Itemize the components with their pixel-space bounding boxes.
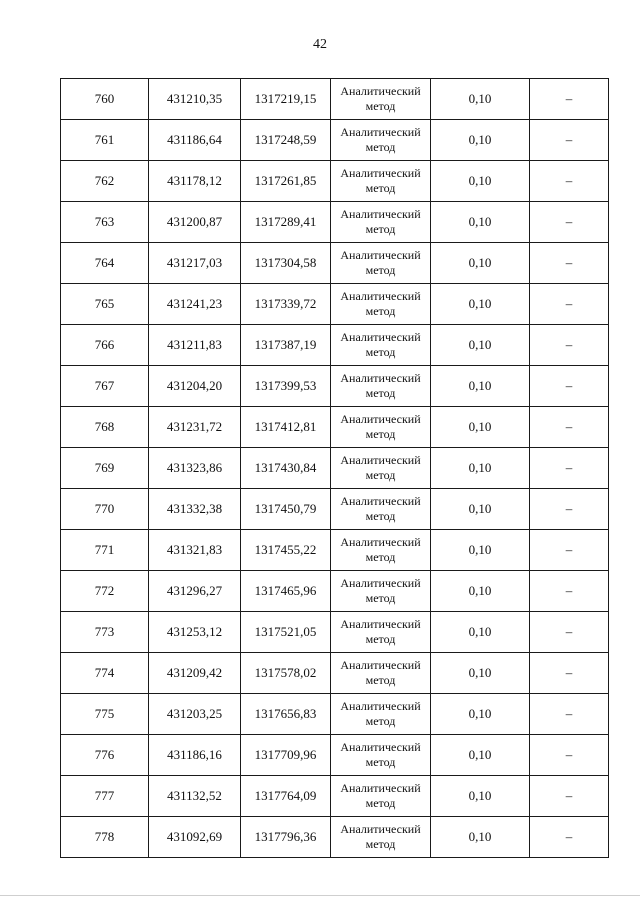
point-number-cell: 777 <box>61 776 149 817</box>
y-coordinate-cell: 1317339,72 <box>241 284 331 325</box>
table-row <box>61 407 609 448</box>
point-number-cell: 772 <box>61 571 149 612</box>
note-cell: – <box>530 489 609 530</box>
x-coordinate-cell: 431209,42 <box>149 653 241 694</box>
scan-edge-line <box>0 895 640 896</box>
method-cell: Аналитический метод <box>331 612 431 653</box>
accuracy-cell: 0,10 <box>431 735 530 776</box>
accuracy-cell: 0,10 <box>431 366 530 407</box>
x-coordinate-cell: 431296,27 <box>149 571 241 612</box>
note-cell: – <box>530 325 609 366</box>
x-coordinate-cell: 431132,52 <box>149 776 241 817</box>
table-row <box>61 202 609 243</box>
table-row <box>61 366 609 407</box>
table-row <box>61 284 609 325</box>
note-cell: – <box>530 612 609 653</box>
accuracy-cell: 0,10 <box>431 817 530 858</box>
point-number-cell: 762 <box>61 161 149 202</box>
accuracy-cell: 0,10 <box>431 489 530 530</box>
point-number-cell: 771 <box>61 530 149 571</box>
y-coordinate-cell: 1317465,96 <box>241 571 331 612</box>
point-number-cell: 766 <box>61 325 149 366</box>
method-cell: Аналитический метод <box>331 653 431 694</box>
coordinates-table <box>60 78 609 858</box>
x-coordinate-cell: 431186,64 <box>149 120 241 161</box>
x-coordinate-cell: 431092,69 <box>149 817 241 858</box>
table-row <box>61 694 609 735</box>
y-coordinate-cell: 1317304,58 <box>241 243 331 284</box>
table-row <box>61 120 609 161</box>
note-cell: – <box>530 694 609 735</box>
note-cell: – <box>530 120 609 161</box>
method-cell: Аналитический метод <box>331 817 431 858</box>
table-row <box>61 735 609 776</box>
y-coordinate-cell: 1317709,96 <box>241 735 331 776</box>
method-cell: Аналитический метод <box>331 120 431 161</box>
page-number: 42 <box>313 37 327 52</box>
accuracy-cell: 0,10 <box>431 243 530 284</box>
note-cell: – <box>530 161 609 202</box>
table-row <box>61 325 609 366</box>
note-cell: – <box>530 448 609 489</box>
y-coordinate-cell: 1317521,05 <box>241 612 331 653</box>
accuracy-cell: 0,10 <box>431 202 530 243</box>
table-row <box>61 489 609 530</box>
y-coordinate-cell: 1317796,36 <box>241 817 331 858</box>
y-coordinate-cell: 1317412,81 <box>241 407 331 448</box>
y-coordinate-cell: 1317578,02 <box>241 653 331 694</box>
x-coordinate-cell: 431204,20 <box>149 366 241 407</box>
accuracy-cell: 0,10 <box>431 448 530 489</box>
method-cell: Аналитический метод <box>331 366 431 407</box>
point-number-cell: 763 <box>61 202 149 243</box>
x-coordinate-cell: 431323,86 <box>149 448 241 489</box>
table-row <box>61 817 609 858</box>
table-row <box>61 243 609 284</box>
y-coordinate-cell: 1317455,22 <box>241 530 331 571</box>
note-cell: – <box>530 776 609 817</box>
table-row <box>61 530 609 571</box>
table-row <box>61 161 609 202</box>
point-number-cell: 760 <box>61 79 149 120</box>
accuracy-cell: 0,10 <box>431 79 530 120</box>
table-body <box>61 79 609 858</box>
method-cell: Аналитический метод <box>331 161 431 202</box>
y-coordinate-cell: 1317656,83 <box>241 694 331 735</box>
accuracy-cell: 0,10 <box>431 284 530 325</box>
y-coordinate-cell: 1317289,41 <box>241 202 331 243</box>
x-coordinate-cell: 431210,35 <box>149 79 241 120</box>
x-coordinate-cell: 431200,87 <box>149 202 241 243</box>
accuracy-cell: 0,10 <box>431 325 530 366</box>
y-coordinate-cell: 1317430,84 <box>241 448 331 489</box>
method-cell: Аналитический метод <box>331 735 431 776</box>
method-cell: Аналитический метод <box>331 407 431 448</box>
accuracy-cell: 0,10 <box>431 161 530 202</box>
x-coordinate-cell: 431231,72 <box>149 407 241 448</box>
point-number-cell: 774 <box>61 653 149 694</box>
method-cell: Аналитический метод <box>331 530 431 571</box>
note-cell: – <box>530 817 609 858</box>
method-cell: Аналитический метод <box>331 694 431 735</box>
table-row <box>61 79 609 120</box>
x-coordinate-cell: 431186,16 <box>149 735 241 776</box>
x-coordinate-cell: 431203,25 <box>149 694 241 735</box>
table-row <box>61 776 609 817</box>
y-coordinate-cell: 1317764,09 <box>241 776 331 817</box>
x-coordinate-cell: 431253,12 <box>149 612 241 653</box>
method-cell: Аналитический метод <box>331 489 431 530</box>
method-cell: Аналитический метод <box>331 284 431 325</box>
accuracy-cell: 0,10 <box>431 571 530 612</box>
point-number-cell: 770 <box>61 489 149 530</box>
accuracy-cell: 0,10 <box>431 530 530 571</box>
y-coordinate-cell: 1317450,79 <box>241 489 331 530</box>
point-number-cell: 769 <box>61 448 149 489</box>
point-number-cell: 776 <box>61 735 149 776</box>
method-cell: Аналитический метод <box>331 243 431 284</box>
method-cell: Аналитический метод <box>331 776 431 817</box>
method-cell: Аналитический метод <box>331 448 431 489</box>
x-coordinate-cell: 431178,12 <box>149 161 241 202</box>
accuracy-cell: 0,10 <box>431 612 530 653</box>
point-number-cell: 767 <box>61 366 149 407</box>
point-number-cell: 764 <box>61 243 149 284</box>
accuracy-cell: 0,10 <box>431 407 530 448</box>
point-number-cell: 775 <box>61 694 149 735</box>
note-cell: – <box>530 530 609 571</box>
accuracy-cell: 0,10 <box>431 653 530 694</box>
table-row <box>61 571 609 612</box>
accuracy-cell: 0,10 <box>431 694 530 735</box>
table-row <box>61 653 609 694</box>
y-coordinate-cell: 1317219,15 <box>241 79 331 120</box>
method-cell: Аналитический метод <box>331 571 431 612</box>
note-cell: – <box>530 284 609 325</box>
method-cell: Аналитический метод <box>331 79 431 120</box>
note-cell: – <box>530 243 609 284</box>
x-coordinate-cell: 431211,83 <box>149 325 241 366</box>
point-number-cell: 773 <box>61 612 149 653</box>
table-row <box>61 448 609 489</box>
note-cell: – <box>530 79 609 120</box>
note-cell: – <box>530 202 609 243</box>
method-cell: Аналитический метод <box>331 325 431 366</box>
accuracy-cell: 0,10 <box>431 776 530 817</box>
point-number-cell: 768 <box>61 407 149 448</box>
accuracy-cell: 0,10 <box>431 120 530 161</box>
point-number-cell: 761 <box>61 120 149 161</box>
y-coordinate-cell: 1317261,85 <box>241 161 331 202</box>
note-cell: – <box>530 366 609 407</box>
note-cell: – <box>530 571 609 612</box>
method-cell: Аналитический метод <box>331 202 431 243</box>
note-cell: – <box>530 735 609 776</box>
y-coordinate-cell: 1317248,59 <box>241 120 331 161</box>
x-coordinate-cell: 431241,23 <box>149 284 241 325</box>
y-coordinate-cell: 1317399,53 <box>241 366 331 407</box>
x-coordinate-cell: 431321,83 <box>149 530 241 571</box>
x-coordinate-cell: 431332,38 <box>149 489 241 530</box>
note-cell: – <box>530 407 609 448</box>
x-coordinate-cell: 431217,03 <box>149 243 241 284</box>
y-coordinate-cell: 1317387,19 <box>241 325 331 366</box>
point-number-cell: 765 <box>61 284 149 325</box>
point-number-cell: 778 <box>61 817 149 858</box>
table-row <box>61 612 609 653</box>
note-cell: – <box>530 653 609 694</box>
